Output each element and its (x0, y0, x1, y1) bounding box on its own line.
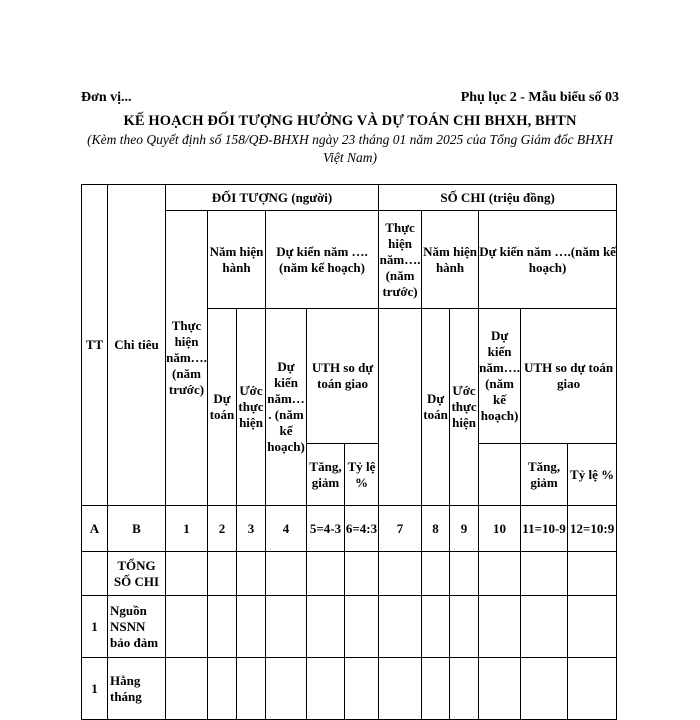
dt-uth-header: UTH so dự toán giao (307, 309, 379, 444)
table-row (82, 552, 617, 596)
sc-du-kien-nam-header: Dự kiến năm…. (năm kế hoạch) (479, 309, 521, 444)
index-cell: B (108, 506, 166, 552)
row-tt: 1 (82, 596, 108, 658)
dt-du-kien-header: Dự kiến năm …. (năm kế hoạch) (266, 211, 379, 309)
index-cell: 12=10:9 (568, 506, 617, 552)
sc-du-toan-header: Dự toán (422, 309, 450, 506)
index-cell: 11=10-9 (521, 506, 568, 552)
dt-du-toan-header: Dự toán (208, 309, 237, 506)
index-row (82, 506, 617, 552)
document-subtitle: (Kèm theo Quyết định số 158/QĐ-BHXH ngày 23 tháng 01 năm 2025 của Tổng Giám đốc BHXH Việt Nam) (87, 132, 613, 165)
sc-thuc-hien-header: Thực hiện năm…. (năm trước) (379, 211, 422, 309)
dt-ty-le-header: Tỷ lệ % (345, 444, 379, 506)
doi-tuong-header: ĐỐI TƯỢNG (người) (166, 185, 379, 211)
sc-thuc-hien-empty (379, 309, 422, 506)
dt-tang-header: Tăng, giảm (307, 444, 345, 506)
index-cell: 5=4-3 (307, 506, 345, 552)
index-cell: 1 (166, 506, 208, 552)
sc-uth-header: UTH so dự toán giao (521, 309, 617, 444)
index-cell: A (82, 506, 108, 552)
dt-du-kien-nam-header: Dự kiến năm…. (năm kế hoạch) (266, 309, 307, 506)
row-label: TỔNG SỐ CHI (108, 552, 166, 596)
dt-nam-hien-hanh-header: Năm hiện hành (208, 211, 266, 309)
col-tt-header: TT (82, 185, 108, 506)
sc-ty-le-header: Tỷ lệ % (568, 444, 617, 506)
index-cell: 10 (479, 506, 521, 552)
document-title: KẾ HOẠCH ĐỐI TƯỢNG HƯỞNG VÀ DỰ TOÁN CHI BHXH, BHTN (123, 113, 577, 129)
sc-du-kien-header: Dự kiến năm ….(năm kế hoạch) (479, 211, 617, 309)
dt-uoc-header: Ước thực hiện (237, 309, 266, 506)
row-tt (82, 552, 108, 596)
dt-thuc-hien-header: Thực hiện năm…. (năm trước) (166, 211, 208, 506)
row-label: Nguồn NSNN bảo đảm (108, 596, 166, 658)
row-label: Hằng tháng (108, 658, 166, 720)
index-cell: 2 (208, 506, 237, 552)
sc-nam-hien-hanh-header: Năm hiện hành (422, 211, 479, 309)
col-chi-tieu-header: Chi tiêu (108, 185, 166, 506)
index-cell: 9 (450, 506, 479, 552)
plan-table (81, 184, 617, 720)
unit-label: Đơn vị... (81, 90, 132, 105)
index-cell: 4 (266, 506, 307, 552)
index-cell: 7 (379, 506, 422, 552)
table-row (82, 596, 617, 658)
index-cell: 8 (422, 506, 450, 552)
so-chi-header: SỐ CHI (triệu đồng) (379, 185, 617, 211)
table-row (82, 658, 617, 720)
sc-tang-header: Tăng, giảm (521, 444, 568, 506)
appendix-label: Phụ lục 2 - Mẫu biểu số 03 (460, 90, 619, 105)
index-cell: 6=4:3 (345, 506, 379, 552)
index-cell: 3 (237, 506, 266, 552)
sc-uoc-header: Ước thực hiện (450, 309, 479, 506)
row-tt: 1 (82, 658, 108, 720)
sc-du-kien-empty (479, 444, 521, 506)
